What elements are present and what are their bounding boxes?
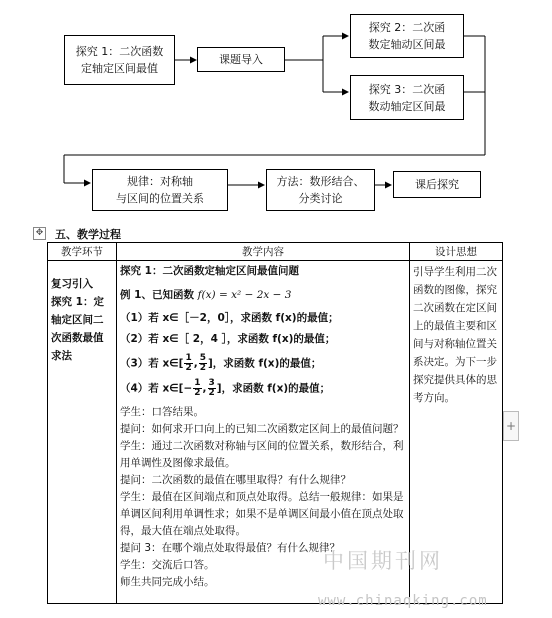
flow-box-explore3: 探究 3：二次函 数动轴定区间最	[350, 75, 464, 120]
fraction: $\frac{5}{2}$	[199, 353, 206, 373]
design-cell: 引导学生利用二次函数的图像，探究二次函数在定区间上的最值主要和区间与对称轴位置关系决定。为下一步探究提供具体的思考方向。	[410, 261, 503, 604]
example-line	[120, 286, 406, 304]
dialog-line: 提问 3：在哪个端点处取得最值？有什么规律？	[120, 542, 341, 554]
table-header-row	[48, 243, 503, 261]
content-heading: 探究 1：二次函数定轴定区间最值问题	[120, 265, 299, 277]
example-prefix: 例 1、已知函数	[120, 289, 194, 301]
fraction: $\frac{1}{2}$	[185, 353, 192, 373]
dialog-line: 提问：如何求开口向上的已知二次函数定区间上的最值问题？	[120, 423, 404, 435]
flow-box-intro: 课题导入	[197, 47, 285, 72]
question-1: （1）若 x∈［－2，0］，求函数 f(x)的最值；	[120, 312, 339, 324]
dialog-line: 师生共同完成小结。	[120, 576, 215, 588]
flow-box-after: 课后探究	[393, 171, 481, 198]
example-function: f(x) = x² − 2x − 3	[197, 289, 292, 301]
header-stage: 教学环节	[48, 243, 117, 261]
stage-cell: 复习引入 探究 1：定轴定区间二次函数最值求法	[48, 261, 117, 604]
question-3-suffix: ]，求函数 f(x)的最值；	[207, 357, 322, 370]
question-2: （2）若 x∈［ 2，4 ］，求函数 f(x)的最值；	[120, 333, 336, 345]
question-3: （3）若 x∈[ $\frac{1}{2}$ , $\frac{5}{2}$ ]，求函数 f(x)的最值；	[120, 353, 322, 373]
section-title: 五、教学过程	[55, 228, 121, 241]
question-4-suffix: ]，求函数 f(x)的最值；	[216, 382, 331, 395]
header-content: 教学内容	[117, 243, 410, 261]
question-4-prefix: （4）若 x∈[−	[120, 382, 193, 395]
dialog-line: 学生：交流后口答。	[120, 559, 215, 571]
flow-box-explore2: 探究 2：二次函 数定轴动区间最	[350, 14, 464, 58]
watermark-url: www.chinaqking.com	[318, 593, 488, 609]
flow-box-method: 方法：数形结合、 分类讨论	[266, 169, 375, 211]
fraction: $\frac{1}{2}$	[194, 378, 201, 398]
dialog-line: 学生：最值在区间端点和顶点处取得。总结一般规律：如果是单调区间利用单调性求；如果不是单调区间最小值在顶点处取得，最大值在端点处取得。	[120, 491, 404, 537]
move-icon[interactable]: ✥	[33, 227, 46, 240]
watermark-cn: 中国期刊网	[323, 549, 443, 573]
header-design: 设计思想	[410, 243, 503, 261]
question-4: （4）若 x∈[− $\frac{1}{2}$ , $\frac{3}{2}$ ]，求函数 f(x)的最值；	[120, 378, 331, 398]
flow-box-rule: 规律：对称轴 与区间的位置关系	[92, 169, 228, 211]
dialog-line: 提问：二次函数的最值在哪里取得？有什么规律？	[120, 474, 351, 486]
dialog-line: 学生：通过二次函数对称轴与区间的位置关系，数形结合，利用单调性及图像求最值。	[120, 440, 404, 469]
plus-icon[interactable]: +	[503, 411, 519, 441]
fraction: $\frac{3}{2}$	[208, 378, 215, 398]
question-3-prefix: （3）若 x∈[	[120, 357, 184, 370]
dialog-line: 学生：口答结果。	[120, 406, 204, 418]
flow-box-explore1: 探究 1：二次函数 定轴定区间最值	[64, 35, 175, 85]
